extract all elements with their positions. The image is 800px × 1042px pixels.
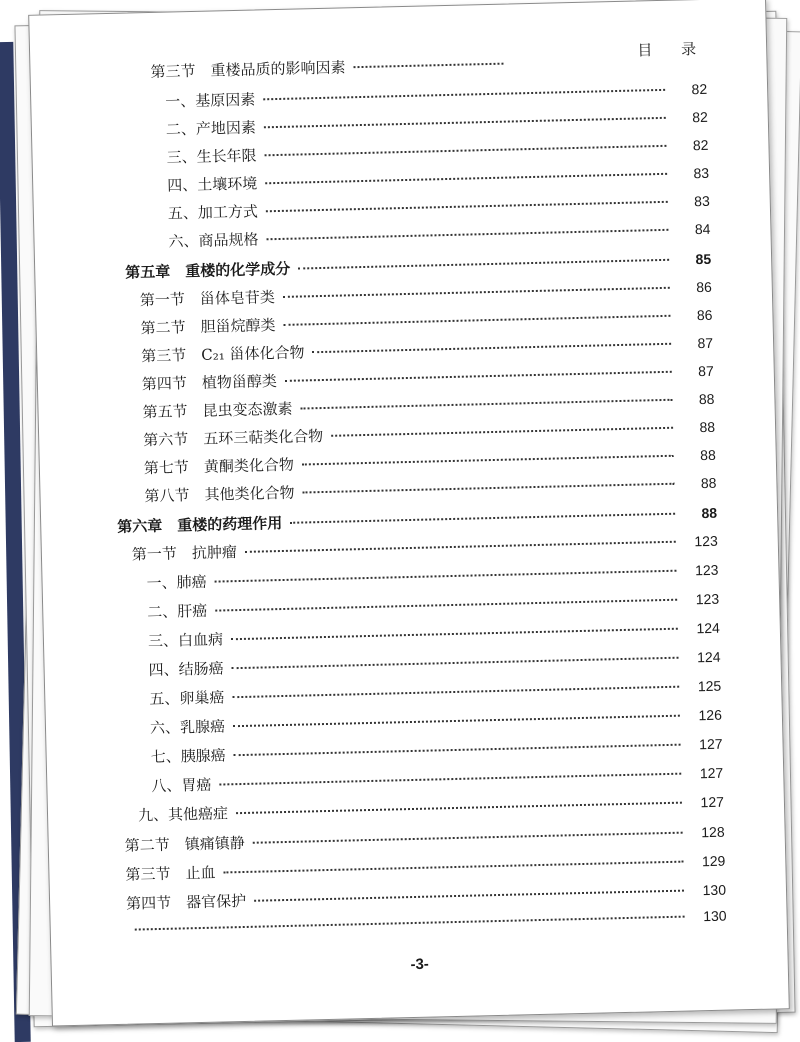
- toc-leader: [283, 287, 670, 298]
- toc-leader: [265, 173, 667, 184]
- toc-entry-page: 85: [675, 251, 711, 268]
- toc-leader: [284, 315, 671, 326]
- page-header: 目 录: [637, 38, 708, 61]
- toc-leader: [302, 455, 674, 466]
- toc-entry-label: 四、结肠癌: [148, 657, 225, 680]
- toc-leader: [285, 371, 672, 382]
- toc-leader: [219, 773, 681, 786]
- toc-entry-label: 一、肺癌: [146, 571, 208, 593]
- toc-entry-label: 第一节 抗肿瘤: [132, 541, 239, 565]
- toc-leader: [267, 229, 669, 240]
- toc-entry-page: 123: [682, 562, 718, 579]
- toc-entry-label: 第一节 甾体皂苷类: [140, 286, 277, 310]
- toc-page: [28, 0, 790, 1027]
- toc-leader: [301, 399, 673, 410]
- toc-entry-page: 126: [686, 707, 722, 724]
- toc-entry-page: 86: [676, 279, 712, 296]
- toc-entry-page: 125: [685, 678, 721, 695]
- toc-entry-label: 九、其他癌症: [138, 802, 230, 825]
- toc-entry-label: 一、基原因素: [165, 88, 257, 111]
- toc-entry-page: 83: [673, 165, 709, 182]
- toc-entry-page: 127: [687, 765, 723, 782]
- toc-entry-label: 第四节 器官保护: [126, 890, 248, 914]
- page-number: -3-: [52, 947, 788, 981]
- toc-leader: [298, 259, 669, 270]
- toc-entry-label: 二、产地因素: [166, 116, 258, 139]
- toc-leader: [215, 599, 677, 612]
- toc-chapter-label: 第五章 重楼的化学成分: [125, 258, 292, 283]
- toc-entry-label: 二、肝癌: [147, 600, 209, 622]
- toc-leader: [245, 541, 676, 553]
- toc-entry-label: 五、加工方式: [168, 200, 260, 223]
- toc-entry-page: 127: [688, 794, 724, 811]
- toc-entry-page: 86: [676, 307, 712, 324]
- toc-leader: [264, 117, 666, 128]
- toc-entry-label: 八、胃癌: [151, 774, 213, 796]
- toc-chapter-label: 第六章 重楼的药理作用: [117, 512, 284, 537]
- toc-entry-label: 第三节 重楼品质的影响因素: [150, 56, 347, 82]
- toc-entry-page: 88: [681, 505, 717, 522]
- toc-leader: [253, 832, 683, 844]
- toc-entry-page: 124: [684, 620, 720, 637]
- toc-list: [29, 0, 789, 1026]
- toc-leader: [290, 513, 675, 524]
- toc-leader: [353, 63, 503, 69]
- toc-entry-page: 88: [678, 391, 714, 408]
- toc-leader: [312, 343, 671, 353]
- toc-entry-label: 六、商品规格: [168, 228, 260, 251]
- toc-leader: [135, 916, 685, 931]
- toc-entry-page: 130: [690, 908, 726, 925]
- toc-entry-page: 87: [678, 363, 714, 380]
- toc-entry-page: 82: [672, 109, 708, 126]
- toc-entry-label: 第三节 C₂₁ 甾体化合物: [141, 341, 307, 366]
- toc-leader: [331, 427, 673, 437]
- toc-leader: [232, 657, 679, 670]
- toc-entry-label: 第六节 五环三萜类化合物: [143, 425, 325, 450]
- toc-entry-page: 87: [677, 335, 713, 352]
- toc-leader: [236, 802, 682, 815]
- toc-entry-label: 第三节 止血: [125, 862, 217, 885]
- toc-leader: [254, 890, 684, 902]
- toc-entry-label: 第二节 胆甾烷醇类: [140, 314, 277, 338]
- toc-entry-page: 88: [680, 447, 716, 464]
- toc-entry-page: 84: [674, 221, 710, 238]
- toc-entry-label: 七、胰腺癌: [150, 744, 227, 767]
- toc-leader: [263, 89, 665, 100]
- toc-entry-label: 三、白血病: [148, 628, 225, 651]
- toc-leader: [223, 861, 683, 874]
- toc-entry-label: 第七节 黄酮类化合物: [144, 454, 296, 479]
- toc-entry-page: 83: [674, 193, 710, 210]
- toc-leader: [232, 686, 679, 699]
- toc-leader: [215, 570, 677, 583]
- toc-entry-page: 123: [682, 533, 718, 550]
- toc-entry-label: 第四节 植物甾醇类: [142, 370, 279, 394]
- toc-entry-label: 六、乳腺癌: [150, 715, 227, 738]
- toc-leader: [234, 744, 681, 757]
- toc-entry-page: 88: [679, 419, 715, 436]
- toc-leader: [265, 145, 667, 156]
- toc-entry-page: 88: [680, 475, 716, 492]
- toc-leader: [266, 201, 668, 212]
- toc-leader: [303, 483, 675, 494]
- toc-entry-page: 129: [689, 853, 725, 870]
- toc-entry-page: 82: [672, 137, 708, 154]
- toc-entry-page: 123: [683, 591, 719, 608]
- toc-leader: [233, 715, 680, 728]
- toc-entry-page: 124: [684, 649, 720, 666]
- toc-entry-label: 五、卵巢癌: [149, 686, 226, 709]
- toc-entry-page: 128: [688, 824, 724, 841]
- toc-entry-page: 127: [686, 736, 722, 753]
- toc-entry-label: 第二节 镇痛镇静: [125, 832, 247, 856]
- toc-leader: [231, 628, 678, 641]
- toc-entry-page: 130: [690, 882, 726, 899]
- toc-entry-label: 第五节 昆虫变态激素: [142, 398, 294, 423]
- toc-entry-label: 四、土壤环境: [167, 172, 259, 195]
- toc-entry-page: 82: [671, 81, 707, 98]
- toc-entry-label: 第八节 其他类化合物: [144, 482, 296, 507]
- toc-entry-label: 三、生长年限: [166, 144, 258, 167]
